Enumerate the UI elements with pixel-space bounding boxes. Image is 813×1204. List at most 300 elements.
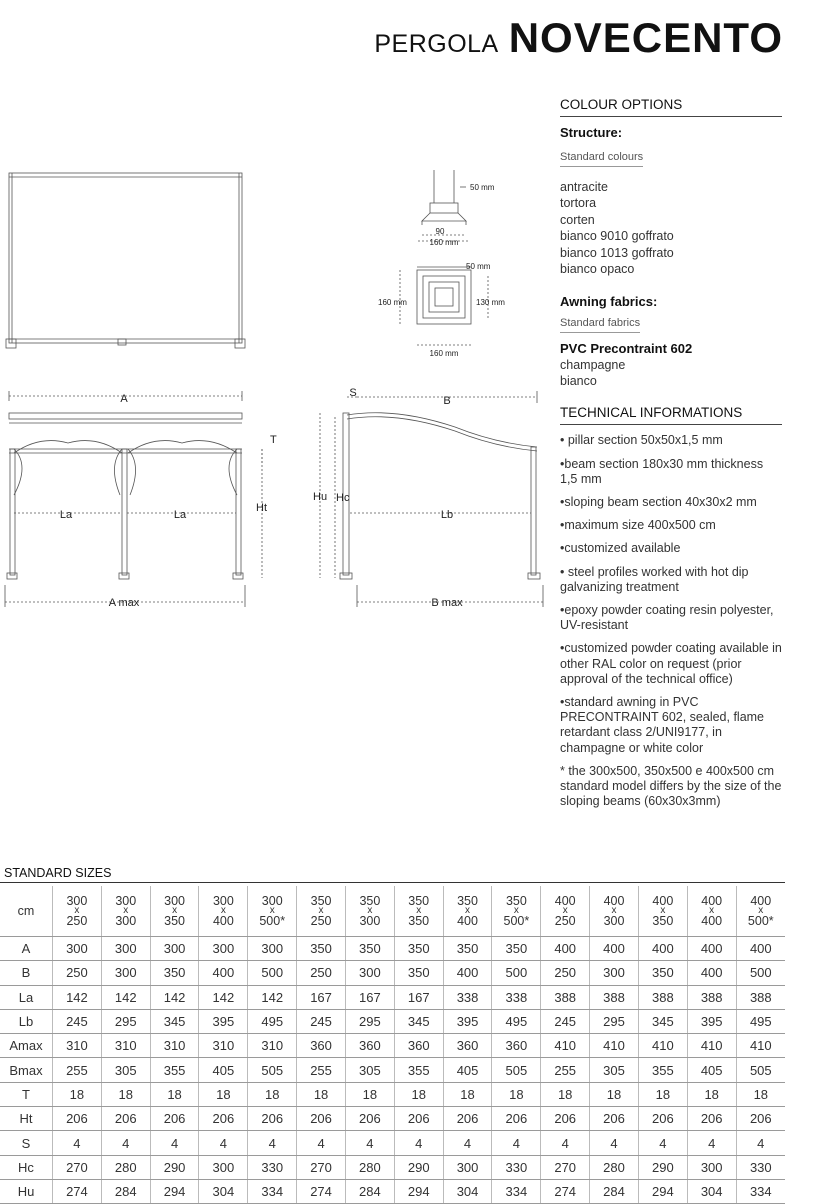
row-label: A [0,937,53,961]
label-La-2: La [173,509,187,521]
table-cell: 334 [248,1179,297,1203]
label-Lb: Lb [440,509,454,521]
table-cell: 206 [101,1107,150,1131]
table-cell: 410 [590,1034,639,1058]
table-cell: 142 [53,985,102,1009]
tech-item: • steel profiles worked with hot dip galvanizing treatment [560,564,749,594]
table-cell: 405 [687,1058,736,1082]
size-header-part: x [513,905,519,916]
table-cell: 295 [345,1009,394,1033]
technical-heading: TECHNICAL INFORMATIONS [560,405,782,425]
size-header-part: 250 [310,914,332,928]
tech-item: •beam section 180x30 mm thickness 1,5 mm [560,456,764,486]
standard-fabrics-label: Standard fabrics [560,315,640,333]
table-row [0,961,785,985]
table-cell: 400 [590,937,639,961]
table-cell: 18 [687,1082,736,1106]
table-cell: 294 [638,1179,687,1203]
dim-90: 90 [435,227,445,236]
table-cell: 400 [687,937,736,961]
dim-plate-50: 50 mm [466,262,491,271]
size-header-part: 300 [603,914,625,928]
table-cell: 495 [248,1009,297,1033]
label-T: T [270,434,277,446]
table-cell: 500 [248,961,297,985]
table-row [0,1155,785,1179]
table-cell: 350 [394,937,443,961]
awning-label: Awning fabrics: [560,294,658,310]
colour-item: corten [560,212,595,227]
dim-plate-right: 130 mm [476,298,505,307]
table-cell: 304 [199,1179,248,1203]
table-cell: 18 [345,1082,394,1106]
table-cell: 310 [150,1034,199,1058]
size-header-part: 300 [164,894,185,908]
size-header-part: x [709,905,715,916]
front-view-drawing [0,385,285,615]
colour-item: bianco 1013 goffrato [560,245,674,260]
table-cell: 350 [638,961,687,985]
table-cell: 206 [638,1107,687,1131]
row-label: T [0,1082,53,1106]
size-header-part: 350 [408,894,430,908]
table-cell: 206 [541,1107,590,1131]
table-cell: 410 [638,1034,687,1058]
table-row [0,1179,785,1203]
table-cell: 245 [541,1009,590,1033]
table-row [0,937,785,961]
table-cell: 290 [394,1155,443,1179]
table-cell: 310 [199,1034,248,1058]
table-cell: 274 [541,1179,590,1203]
table-header-row [0,886,785,937]
table-cell: 4 [687,1131,736,1155]
colour-item: bianco 9010 goffrato [560,229,674,244]
row-label: Hc [0,1155,53,1179]
table-cell: 360 [492,1034,541,1058]
colour-options-heading: COLOUR OPTIONS [560,97,782,117]
table-cell: 255 [541,1058,590,1082]
table-cell: 18 [150,1082,199,1106]
tech-item: •maximum size 400x500 cm [560,518,716,533]
size-header-part: 300 [261,894,283,908]
table-cell: 300 [248,937,297,961]
table-cell: 300 [345,961,394,985]
table-cell: 410 [541,1034,590,1058]
label-S: S [349,387,357,399]
table-cell: 495 [736,1009,785,1033]
table-cell: 388 [736,985,785,1009]
table-cell: 360 [345,1034,394,1058]
row-label: S [0,1131,53,1155]
table-cell: 400 [443,961,492,985]
size-column-header [150,886,199,937]
dim-160-upper: 160 mm [429,238,459,247]
size-column-header [101,886,150,937]
table-cell: 350 [394,961,443,985]
size-header-part: x [465,905,471,916]
dim-pillar-top: 50 mm [470,183,495,192]
table-cell: 350 [345,937,394,961]
size-header-part: 500* [747,914,774,928]
table-cell: 280 [345,1155,394,1179]
table-cell: 400 [736,937,785,961]
table-cell: 206 [150,1107,199,1131]
table-cell: 300 [443,1155,492,1179]
unit-cell: cm [0,886,53,937]
table-cell: 255 [53,1058,102,1082]
size-header-part: x [318,905,324,916]
row-label: Amax [0,1034,53,1058]
table-cell: 142 [150,985,199,1009]
size-column-header [541,886,590,937]
size-column-header [199,886,248,937]
size-header-part: 350 [310,894,332,908]
table-cell: 305 [101,1058,150,1082]
table-cell: 4 [736,1131,785,1155]
colour-item: bianco opaco [560,262,635,277]
size-column-header [492,886,541,937]
table-cell: 300 [687,1155,736,1179]
table-cell: 360 [394,1034,443,1058]
size-header-part: 400 [701,914,723,928]
table-cell: 206 [492,1107,541,1131]
table-cell: 245 [53,1009,102,1033]
table-cell: 18 [492,1082,541,1106]
table-cell: 360 [443,1034,492,1058]
table-cell: 18 [101,1082,150,1106]
standard-sizes-table [0,886,785,1204]
tech-item: • pillar section 50x50x1,5 mm [560,433,723,448]
table-cell: 18 [443,1082,492,1106]
top-view-drawing [0,165,260,360]
tech-item: •standard awning in PVC PRECONTRAINT 602, sealed, flame retardant class 2/UNI9177, in champagne or white color [560,695,765,755]
table-cell: 505 [248,1058,297,1082]
table-row [0,1131,785,1155]
table-cell: 400 [687,961,736,985]
label-Hu: Hu [313,491,328,503]
table-cell: 4 [53,1131,102,1155]
table-cell: 310 [101,1034,150,1058]
table-cell: 167 [345,985,394,1009]
table-cell: 4 [248,1131,297,1155]
size-column-header [394,886,443,937]
page-title [374,14,783,62]
table-cell: 284 [345,1179,394,1203]
label-A: A [120,393,128,405]
size-header-part: x [269,905,275,916]
size-header-part: 300 [115,914,137,928]
size-header-part: x [220,905,226,916]
table-cell: 167 [297,985,346,1009]
table-cell: 142 [199,985,248,1009]
table-cell: 500 [492,961,541,985]
tech-item: •customized available [560,541,681,556]
fabric-colour: champagne [560,358,626,373]
size-header-part: 400 [701,894,723,908]
label-Hc: Hc [336,492,350,504]
table-cell: 395 [687,1009,736,1033]
row-label: Hu [0,1179,53,1203]
table-cell: 330 [248,1155,297,1179]
structure-label: Structure: [560,125,623,140]
size-header-part: 300 [115,894,137,908]
dim-plate-bottom: 160 mm [429,349,459,358]
size-header-part: x [367,905,373,916]
table-cell: 388 [590,985,639,1009]
info-column [560,97,782,818]
table-cell: 360 [297,1034,346,1058]
table-row [0,985,785,1009]
table-cell: 4 [492,1131,541,1155]
table-cell: 18 [590,1082,639,1106]
table-cell: 405 [443,1058,492,1082]
size-header-part: 400 [603,894,625,908]
size-header-part: 400 [750,894,772,908]
size-column-header [297,886,346,937]
table-cell: 350 [443,937,492,961]
size-header-part: 350 [164,914,185,928]
table-cell: 400 [199,961,248,985]
size-header-part: 500* [503,914,530,928]
table-cell: 395 [199,1009,248,1033]
size-header-part: x [74,905,80,916]
table-cell: 345 [638,1009,687,1033]
table-cell: 355 [638,1058,687,1082]
colour-item: tortora [560,196,597,211]
table-cell: 300 [199,1155,248,1179]
table-cell: 300 [53,937,102,961]
table-cell: 18 [736,1082,785,1106]
table-cell: 310 [248,1034,297,1058]
table-cell: 405 [199,1058,248,1082]
table-cell: 284 [101,1179,150,1203]
table-cell: 300 [199,937,248,961]
table-cell: 395 [443,1009,492,1033]
table-cell: 505 [736,1058,785,1082]
table-cell: 294 [150,1179,199,1203]
table-cell: 280 [590,1155,639,1179]
table-cell: 388 [541,985,590,1009]
table-cell: 4 [443,1131,492,1155]
table-cell: 388 [638,985,687,1009]
table-cell: 290 [150,1155,199,1179]
table-cell: 305 [345,1058,394,1082]
table-cell: 250 [297,961,346,985]
table-cell: 206 [248,1107,297,1131]
row-label: Bmax [0,1058,53,1082]
tech-item: * the 300x500, 350x500 e 400x500 cm standard model differs by the size of the sloping beams (60x30x3mm) [560,763,782,809]
table-cell: 250 [541,961,590,985]
pillar-detail-drawing [370,165,530,365]
size-header-part: 500* [259,914,286,928]
table-cell: 345 [394,1009,443,1033]
table-cell: 255 [297,1058,346,1082]
table-cell: 280 [101,1155,150,1179]
table-cell: 304 [687,1179,736,1203]
size-header-part: 350 [652,914,674,928]
size-column-header [248,886,297,937]
table-cell: 300 [101,961,150,985]
table-cell: 355 [150,1058,199,1082]
size-header-part: 400 [457,914,478,928]
table-cell: 500 [736,961,785,985]
table-cell: 330 [492,1155,541,1179]
table-cell: 305 [590,1058,639,1082]
table-cell: 274 [297,1179,346,1203]
table-cell: 274 [53,1179,102,1203]
table-cell: 4 [394,1131,443,1155]
label-La-1: La [59,509,73,521]
side-view-drawing [305,385,550,615]
row-label: La [0,985,53,1009]
tech-item: •epoxy powder coating resin polyester, UV-resistant [560,603,774,633]
table-cell: 270 [541,1155,590,1179]
size-header-part: 400 [554,894,576,908]
table-cell: 355 [394,1058,443,1082]
table-cell: 505 [492,1058,541,1082]
size-header-part: x [416,905,422,916]
table-cell: 4 [638,1131,687,1155]
table-cell: 18 [297,1082,346,1106]
table-cell: 270 [53,1155,102,1179]
table-cell: 290 [638,1155,687,1179]
standard-colours-label: Standard colours [560,149,643,167]
label-Ht: Ht [256,502,267,514]
tech-item: •customized powder coating available in other RAL color on request (prior approval of the technical office) [560,641,782,686]
size-header-part: 350 [359,894,381,908]
divider [0,882,785,883]
table-cell: 350 [297,937,346,961]
table-cell: 4 [101,1131,150,1155]
size-header-part: 250 [66,914,88,928]
standard-sizes-title: STANDARD SIZES [4,866,112,880]
table-row [0,1034,785,1058]
label-Amax: A max [108,597,140,609]
table-cell: 300 [101,937,150,961]
size-header-part: 300 [66,894,88,908]
row-label: Ht [0,1107,53,1131]
size-header-part: x [123,905,129,916]
size-column-header [443,886,492,937]
table-cell: 142 [101,985,150,1009]
title-prefix: PERGOLA [374,30,499,58]
table-cell: 206 [297,1107,346,1131]
size-column-header [345,886,394,937]
table-cell: 400 [638,937,687,961]
table-cell: 206 [687,1107,736,1131]
title-name: NOVECENTO [508,14,783,61]
table-cell: 388 [687,985,736,1009]
table-cell: 18 [248,1082,297,1106]
table-cell: 206 [394,1107,443,1131]
row-label: Lb [0,1009,53,1033]
table-cell: 495 [492,1009,541,1033]
table-cell: 330 [736,1155,785,1179]
table-cell: 270 [297,1155,346,1179]
table-cell: 245 [297,1009,346,1033]
table-cell: 345 [150,1009,199,1033]
table-cell: 4 [150,1131,199,1155]
table-cell: 18 [53,1082,102,1106]
table-cell: 250 [53,961,102,985]
table-cell: 206 [443,1107,492,1131]
table-cell: 18 [394,1082,443,1106]
table-cell: 4 [590,1131,639,1155]
table-cell: 334 [492,1179,541,1203]
table-row [0,1082,785,1106]
size-column-header [736,886,785,937]
table-cell: 350 [150,961,199,985]
table-cell: 295 [590,1009,639,1033]
table-cell: 350 [492,937,541,961]
table-row [0,1058,785,1082]
table-cell: 206 [590,1107,639,1131]
table-cell: 295 [101,1009,150,1033]
label-B: B [443,395,451,407]
table-cell: 410 [736,1034,785,1058]
size-header-part: 300 [359,914,381,928]
table-cell: 338 [443,985,492,1009]
table-cell: 294 [394,1179,443,1203]
size-header-part: x [758,905,764,916]
table-cell: 142 [248,985,297,1009]
size-header-part: 250 [554,914,576,928]
table-cell: 400 [541,937,590,961]
table-cell: 4 [199,1131,248,1155]
table-cell: 4 [297,1131,346,1155]
size-header-part: 400 [212,914,234,928]
table-cell: 18 [638,1082,687,1106]
table-cell: 206 [199,1107,248,1131]
size-header-part: x [172,905,178,916]
table-row [0,1107,785,1131]
size-column-header [590,886,639,937]
table-cell: 167 [394,985,443,1009]
size-column-header [53,886,102,937]
fabric-colour: bianco [560,374,597,389]
tech-item: •sloping beam section 40x30x2 mm [560,495,757,510]
table-cell: 338 [492,985,541,1009]
colour-list [560,179,782,277]
size-header-part: x [660,905,666,916]
table-cell: 206 [736,1107,785,1131]
size-header-part: 350 [505,894,527,908]
table-cell: 410 [687,1034,736,1058]
table-cell: 304 [443,1179,492,1203]
table-cell: 206 [53,1107,102,1131]
size-header-part: 350 [457,894,478,908]
table-cell: 310 [53,1034,102,1058]
table-cell: 334 [736,1179,785,1203]
size-column-header [687,886,736,937]
table-cell: 206 [345,1107,394,1131]
table-cell: 18 [199,1082,248,1106]
table-cell: 18 [541,1082,590,1106]
size-header-part: x [611,905,617,916]
label-Bmax: B max [431,597,463,609]
size-header-part: 400 [652,894,674,908]
table-cell: 4 [541,1131,590,1155]
row-label: B [0,961,53,985]
colour-item: antracite [560,180,608,194]
table-cell: 300 [590,961,639,985]
table-cell: 300 [150,937,199,961]
fabric-name: PVC Precontraint 602 [560,341,693,357]
table-cell: 4 [345,1131,394,1155]
size-header-part: 300 [212,894,234,908]
table-cell: 284 [590,1179,639,1203]
